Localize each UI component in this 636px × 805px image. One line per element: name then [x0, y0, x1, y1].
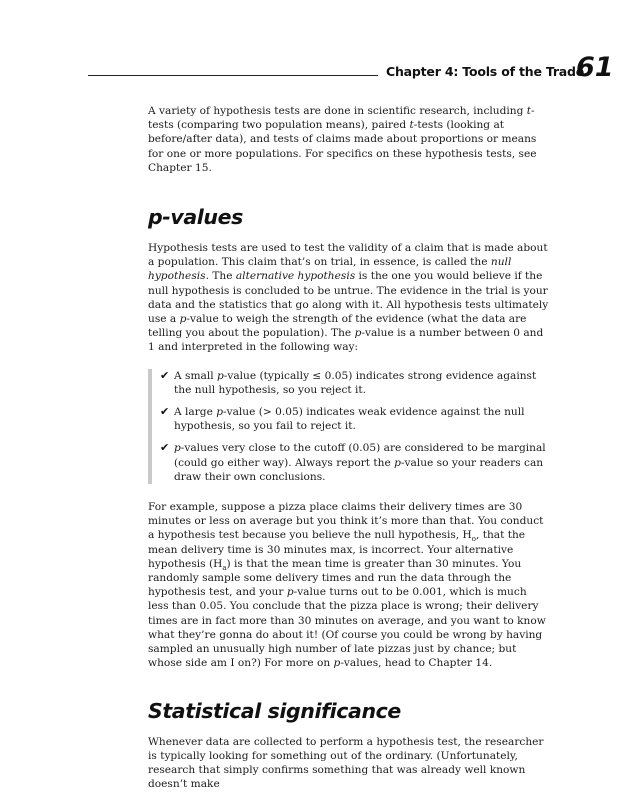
list-item [160, 369, 550, 397]
chapter-title: Chapter 4: Tools of the Trade [386, 64, 585, 79]
checkmark-icon: ✔ [160, 368, 170, 382]
page-content [148, 104, 550, 805]
bullet-list [148, 369, 550, 484]
heading-statistical-significance: Statistical significance [148, 698, 401, 723]
intro-paragraph: A variety of hypothesis tests are done in scientific research, including t-tests (comparing two population means), paired t-tests (looking at before/after data), and tests of claims made about proportions or means for one or more populations. For specifics on these hypothesis tests, see Chapter 15. [148, 105, 537, 174]
bullet-text: A large p-value (> 0.05) indicates weak evidence against the null hypothesis, so you fail to reject it. [174, 406, 525, 433]
heading-p-values: p-values [148, 205, 243, 230]
list-item [160, 441, 550, 484]
header-rule [88, 75, 378, 76]
bullet-text: A small p-value (typically ≤ 0.05) indicates strong evidence against the null hypothesis, so you reject it. [174, 369, 537, 396]
checkmark-icon: ✔ [160, 405, 170, 419]
p-values-paragraph: Hypothesis tests are used to test the validity of a claim that is made about a population. This claim that’s on trial, in essence, is called the null hypothesis. The alternative hypothesis is the one you would believe if the null hypothesis is concluded to be untrue. The evidence in the trial is your data and the statistics that go along with it. All hypothesis tests ultimately use a p-value to weigh the strength of the evidence (what the data are telling you about the population). The p-value is a number between 0 and 1 and interpreted in the following way: [148, 242, 549, 354]
checkmark-icon: ✔ [160, 441, 170, 455]
page-number: 61 [576, 52, 614, 83]
significance-paragraph: Whenever data are collected to perform a hypothesis test, the researcher is typically looking for something out of the ordinary. (Unfortunately, research that simply confirms something that was already well known doesn’t make [148, 735, 544, 791]
pizza-example-paragraph: For example, suppose a pizza place claims their delivery times are 30 minutes or less on average but you think it’s more than that. You conduct a hypothesis test because you believe the null hypothesis, $H_o$, that the mean delivery time is 30 minutes max, is incorrect. Your alternative hypothesis $(H_a)$ is that the mean time is greater than 30 minutes. You randomly sample some delivery times and run the data through the hypothesis test, and your p-value turns out to be 0.001, which is much less than 0.05. You conclude that the pizza place is wrong; their delivery times are in fact more than 30 minutes on average, and you want to know what they’re gonna do about it! (Of course you could be wrong by having sampled an unusually high number of late pizzas just by chance; but whose side am I on?) For more on p-values, head to Chapter 14. [148, 501, 546, 670]
bullet-text: p-values very close to the cutoff (0.05) are considered to be marginal (could go either way). Always report the p-value so your readers can draw their own conclusions. [174, 442, 546, 483]
list-item [160, 405, 550, 433]
